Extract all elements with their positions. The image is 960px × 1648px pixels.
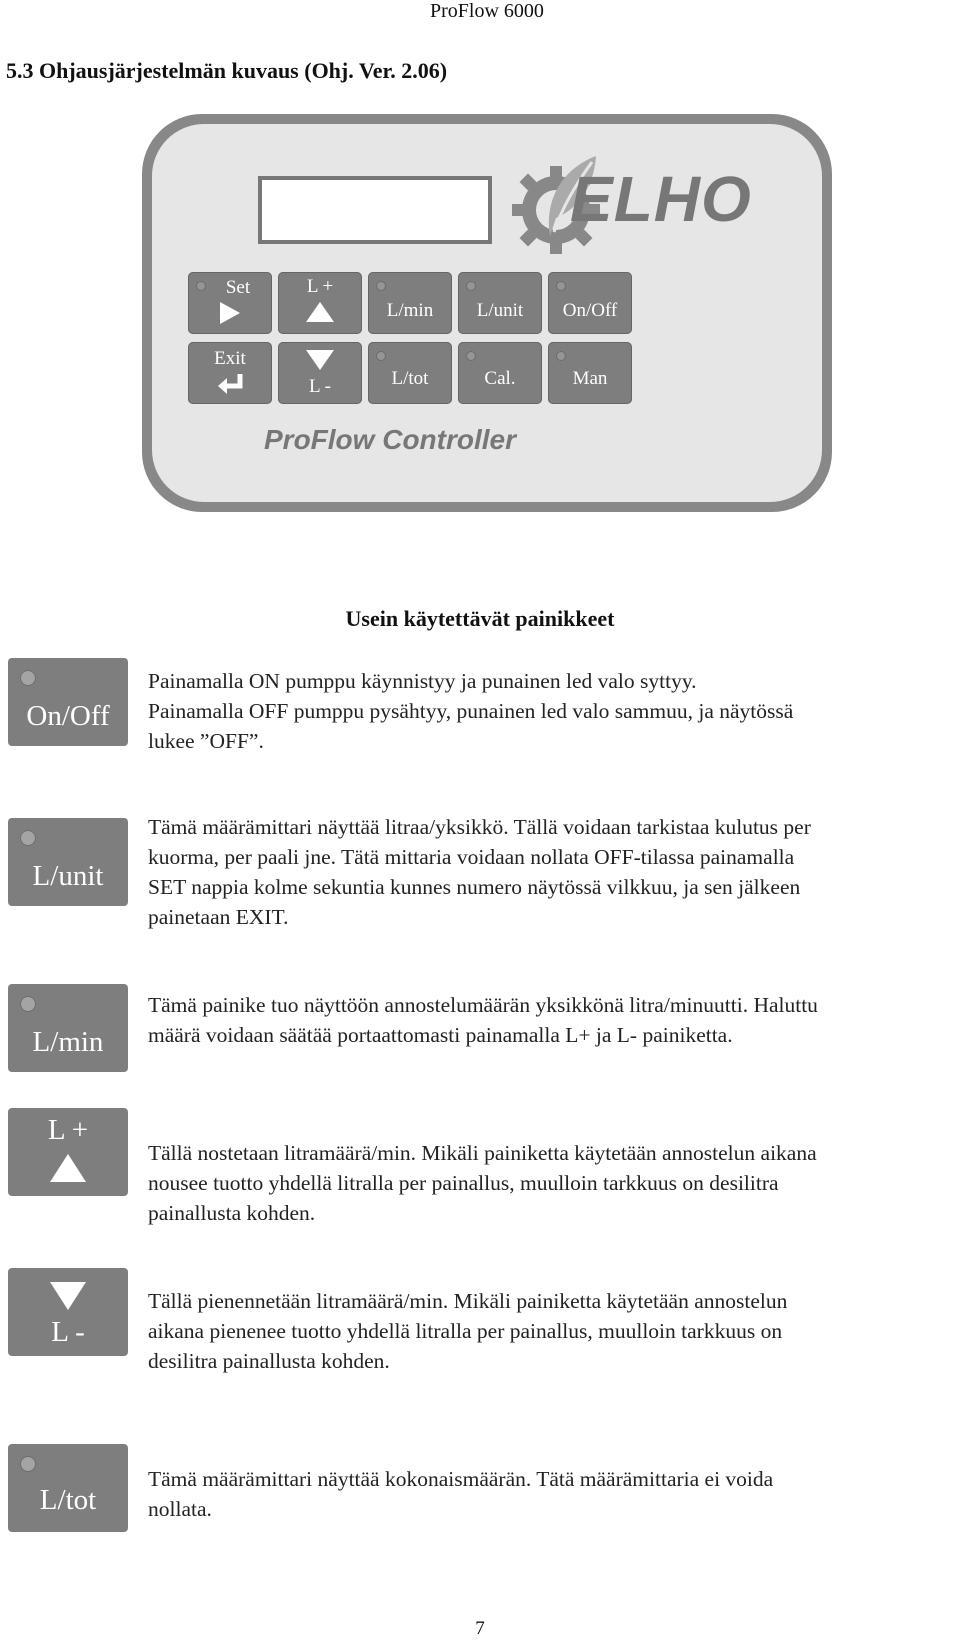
legend-l-plus-button [8, 1108, 128, 1196]
l-min-button[interactable] [368, 272, 452, 334]
l-unit-button[interactable] [458, 272, 542, 334]
on-off-button[interactable] [548, 272, 632, 334]
set-button[interactable] [188, 272, 272, 334]
description-line: Tämä määrämittari näyttää litraa/yksikkö. Tällä voidaan tarkistaa kulutus per [148, 815, 811, 839]
l-tot-button[interactable] [368, 342, 452, 404]
arrow-up-icon [306, 302, 334, 322]
legend-l-plus-description [148, 1138, 817, 1228]
controller-panel [142, 114, 832, 512]
frequent-buttons-heading: Usein käytettävät painikkeet [345, 606, 615, 631]
man-button-label: Man [572, 368, 608, 389]
description-line: Tällä nostetaan litramäärä/min. Mikäli painiketta käytetään annostelun aikana [148, 1141, 817, 1165]
legend-l-tot-description [148, 1464, 773, 1524]
description-line: nollata. [148, 1497, 212, 1521]
legend-button-label: L - [51, 1316, 85, 1348]
legend-l-min-description [148, 990, 818, 1050]
legend-button-label: L/min [32, 1026, 104, 1058]
legend-button-label: On/Off [26, 700, 110, 732]
description-line: kuorma, per paali jne. Tätä mittaria voidaan nollata OFF-tilassa painamalla [148, 845, 795, 869]
led-indicator [20, 670, 36, 686]
l-minus-button[interactable] [278, 342, 362, 404]
legend-button-label: L/tot [39, 1484, 97, 1516]
description-line: lukee ”OFF”. [148, 729, 264, 753]
on-off-button-label: On/Off [562, 300, 618, 321]
play-arrow-icon [220, 302, 240, 324]
l-plus-button-label: L + [306, 276, 334, 297]
description-line: aikana pienenee tuotto yhdellä litralla per painallus, muulloin tarkkuus on [148, 1319, 783, 1343]
cal-button-label: Cal. [484, 368, 516, 389]
section-title: 5.3 Ohjausjärjestelmän kuvaus (Ohj. Ver. 2.06) [6, 58, 448, 83]
controller-name: ProFlow Controller [264, 424, 516, 455]
description-line: Painamalla OFF pumppu pysähtyy, punainen led valo sammuu, ja näytössä [148, 699, 794, 723]
cal-button[interactable] [458, 342, 542, 404]
legend-l-tot-button [8, 1444, 128, 1532]
arrow-down-icon [50, 1282, 86, 1310]
description-line: painetaan EXIT. [148, 905, 289, 929]
led-indicator [20, 830, 36, 846]
legend-on-off-button [8, 658, 128, 746]
arrow-up-icon [50, 1154, 86, 1182]
legend-l-minus-button [8, 1268, 128, 1356]
description-line: Tämä painike tuo näyttöön annostelumäärän yksikkönä litra/minuutti. Haluttu [148, 993, 818, 1017]
description-line: desilitra painallusta kohden. [148, 1349, 390, 1373]
set-button-label: Set [225, 277, 251, 298]
legend-l-unit-description [148, 812, 811, 932]
l-min-button-label: L/min [386, 300, 434, 321]
description-line: painallusta kohden. [148, 1201, 316, 1225]
led-indicator [376, 351, 386, 361]
legend-button-label: L + [47, 1114, 89, 1146]
led-indicator [556, 351, 566, 361]
exit-button-label: Exit [214, 348, 246, 369]
description-line: nousee tuotto yhdellä litralla per painallus, muulloin tarkkuus on desilitra [148, 1171, 779, 1195]
description-line: Painamalla ON pumppu käynnistyy ja punainen led valo syttyy. [148, 669, 697, 693]
l-plus-button[interactable] [278, 272, 362, 334]
lcd-display [258, 176, 492, 244]
led-indicator [20, 1456, 36, 1472]
man-button[interactable] [548, 342, 632, 404]
description-line: Tämä määrämittari näyttää kokonaismäärän. Tätä määrämittaria ei voida [148, 1467, 774, 1491]
controller-panel-face [152, 124, 822, 502]
led-indicator [376, 281, 386, 291]
document-header: ProFlow 6000 [430, 0, 544, 22]
legend-button-label: L/unit [32, 860, 104, 892]
page-number: 7 [475, 1618, 485, 1639]
l-unit-button-label: L/unit [476, 300, 524, 321]
legend-on-off-description [148, 666, 793, 756]
description-line: SET nappia kolme sekuntia kunnes numero näytössä vilkkuu, ja sen jälkeen [148, 875, 801, 899]
description-line: määrä voidaan säätää portaattomasti painamalla L+ ja L- painiketta. [148, 1023, 733, 1047]
brand-logo-text: ELHO [570, 163, 752, 235]
enter-arrow-icon [216, 372, 246, 396]
legend-l-unit-button [8, 818, 128, 906]
arrow-down-icon [306, 350, 334, 370]
led-indicator [466, 351, 476, 361]
led-indicator [556, 281, 566, 291]
led-indicator [466, 281, 476, 291]
led-indicator [20, 996, 36, 1012]
exit-button[interactable] [188, 342, 272, 404]
legend-l-min-button [8, 984, 128, 1072]
l-tot-button-label: L/tot [391, 368, 429, 389]
description-line: Tällä pienennetään litramäärä/min. Mikäli painiketta käytetään annostelun [148, 1289, 788, 1313]
legend-l-minus-description [148, 1286, 787, 1376]
l-minus-button-label: L - [309, 376, 331, 397]
